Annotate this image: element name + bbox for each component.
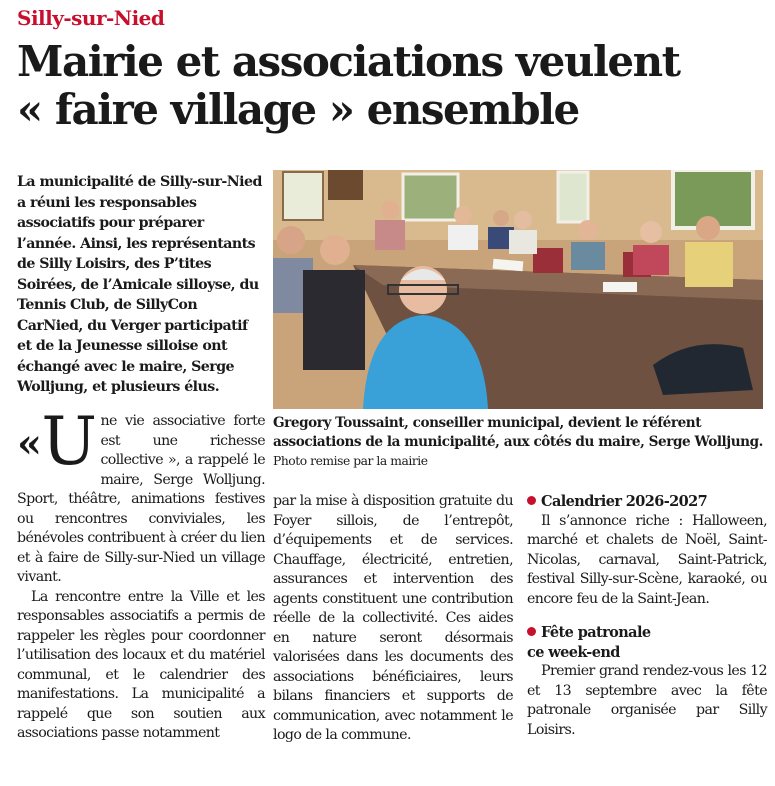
drop-cap: U [41,403,97,480]
headline-line-2: « faire village » ensemble [17,85,579,134]
article-paragraph-2-continued: par la mise à disposition gratuite du Foyer sillois, de l’entrepôt, d’équipements et de services. Chauffage, électricité, entretien, assurances et intervention des agents constituent une contribution réelle de la collectivité. Ces aides en nature seront désormais valorisées dans les documents des associations bénéficiaires, leurs bilans financiers et supports de communication, avec notamment le logo de la commune. [273,493,513,743]
section-text-calendar: Il s’annonce riche : Halloween, marché et chalets de Noël, Saint-Nicolas, carnaval, Saint-Patrick, festival Silly-sur-Scène, karaoké, ou encore feu de la Saint-Jean. [527,512,767,607]
red-bullet-icon [527,627,536,636]
meeting-photo [273,170,763,409]
section-title-fete-line-2: ce week-end [527,643,620,661]
article-paragraph-1-text: ne vie associative forte est une richesse collective », a rappelé le maire, Serge Wolljung. Sport, théâtre, animations festives ou rencontres conviviales, les bénévoles contribuent à créer du lien et à faire de Silly-sur-Nied un village vivant. [17,413,265,585]
section-kicker: Silly-sur-Nied [17,6,165,30]
section-title-fete-line-1: Fête patronale [541,624,651,641]
headline [17,38,767,134]
article-paragraph-1 [17,403,265,588]
article-paragraph-2: La rencontre entre la Ville et les responsables associatifs a permis de rappeler les règles pour coordonner l’utilisation des locaux et du matériel communal, et le calendrier des manifestations. La municipalité a rappelé que son soutien aux associations passe notamment [17,588,265,741]
lead-paragraph: La municipalité de Silly-sur-Nied a réuni les responsables associatifs pour préparer l’année. Ainsi, les représentants de Silly Loisirs, des P’tites Soirées, de l’Amicale silloyse, du Tennis Club, de SillyCon CarNied, du Verger participatif et de la Jeunesse silloise ont échangé avec le maire, Serge Wolljung, et plusieurs élus. [17,174,262,395]
section-title-fete [527,623,767,662]
meeting-photo-icon [273,170,763,409]
opening-quote-mark: « [17,420,42,467]
red-bullet-icon [527,496,536,505]
section-text-fete: Premier grand rendez-vous les 12 et 13 septembre avec la fête patronale organisée par Silly Loisirs. [527,663,767,738]
article-column-2 [273,492,513,746]
photo-credit: Photo remise par la mairie [273,454,428,468]
article-column-1 [17,403,265,744]
article-column-3 [527,492,767,740]
section-title-calendar [527,492,767,512]
caption-text: Gregory Toussaint, conseiller municipal, devient le référent associations de la municipalité, aux côtés du maire, Serge Wolljung. [273,415,763,450]
photo-caption [273,414,763,471]
headline-line-1: Mairie et associations veulent [17,37,680,86]
section-title-calendar-text: Calendrier 2026-2027 [541,493,708,510]
